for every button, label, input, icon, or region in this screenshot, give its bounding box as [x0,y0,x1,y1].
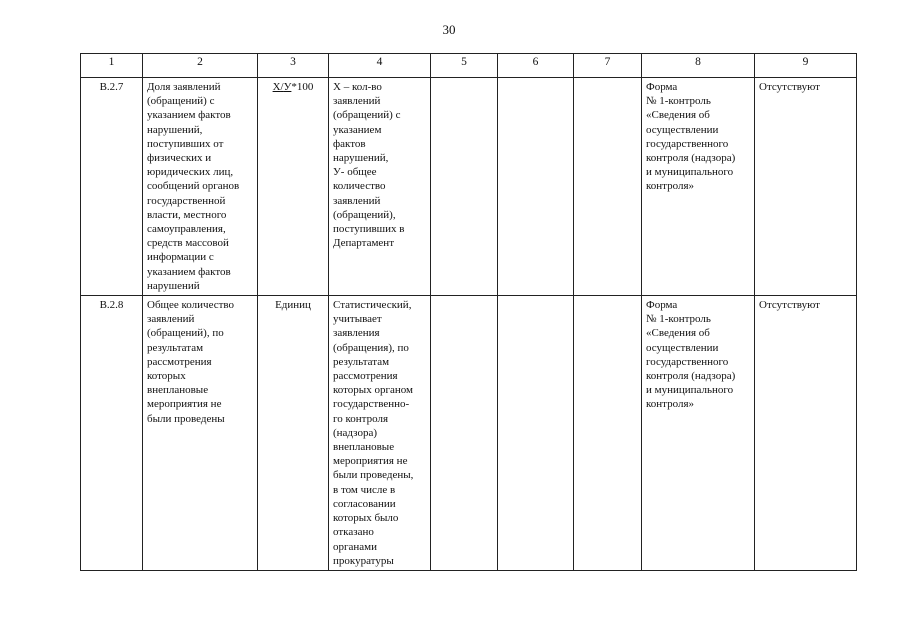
table-row [81,78,857,296]
empty-cell-6 [498,296,574,571]
indicator-description: Статистический, учитывает заявления (обращения), по результатам рассмотрения которых органом государственно- го контроля (надзора) внеплановые мероприятия не были проведены, в том числе в согласовании которых было отказано органами прокуратуры [329,296,431,571]
indicator-name: Доля заявлений (обращений) с указанием фактов нарушений, поступивших от физических и юридических лиц, сообщений органов государственной власти, местного самоуправления, средств массовой информации с указанием фактов нарушений [143,78,258,296]
column-header-6: 6 [498,54,574,78]
formula-denominator: У [283,81,292,93]
formula-slash: / [280,81,284,93]
column-header-9: 9 [755,54,857,78]
column-header-7: 7 [574,54,642,78]
indicator-code: В.2.7 [81,78,143,296]
column-header-4: 4 [329,54,431,78]
column-header-3: 3 [258,54,329,78]
empty-cell-6 [498,78,574,296]
column-header-1: 1 [81,54,143,78]
indicator-note: Отсутствуют [755,78,857,296]
formula-multiplier: *100 [291,81,314,93]
empty-cell-7 [574,296,642,571]
table-row [81,296,857,571]
indicator-table [80,53,857,571]
column-header-5: 5 [431,54,498,78]
indicator-code: В.2.8 [81,296,143,571]
empty-cell-7 [574,78,642,296]
indicator-name: Общее количество заявлений (обращений), по результатам рассмотрения которых внеплановые мероприятия не были проведены [143,296,258,571]
indicator-source: Форма № 1-контроль «Сведения об осуществлении государственного контроля (надзора) и муниципального контроля» [642,296,755,571]
column-header-8: 8 [642,54,755,78]
page-number: 30 [442,22,456,37]
empty-cell-5 [431,78,498,296]
column-header-2: 2 [143,54,258,78]
indicator-note: Отсутствуют [755,296,857,571]
formula-numerator: Х [272,81,281,93]
indicator-description: Х – кол-во заявлений (обращений) с указанием фактов нарушений, У- общее количество заявлений (обращений), поступивших в Департамент [329,78,431,296]
indicator-formula [258,78,329,296]
header-row [81,54,857,78]
empty-cell-5 [431,296,498,571]
indicator-unit: Единиц [258,296,329,571]
indicator-source: Форма № 1-контроль «Сведения об осуществлении государственного контроля (надзора) и муниципального контроля» [642,78,755,296]
